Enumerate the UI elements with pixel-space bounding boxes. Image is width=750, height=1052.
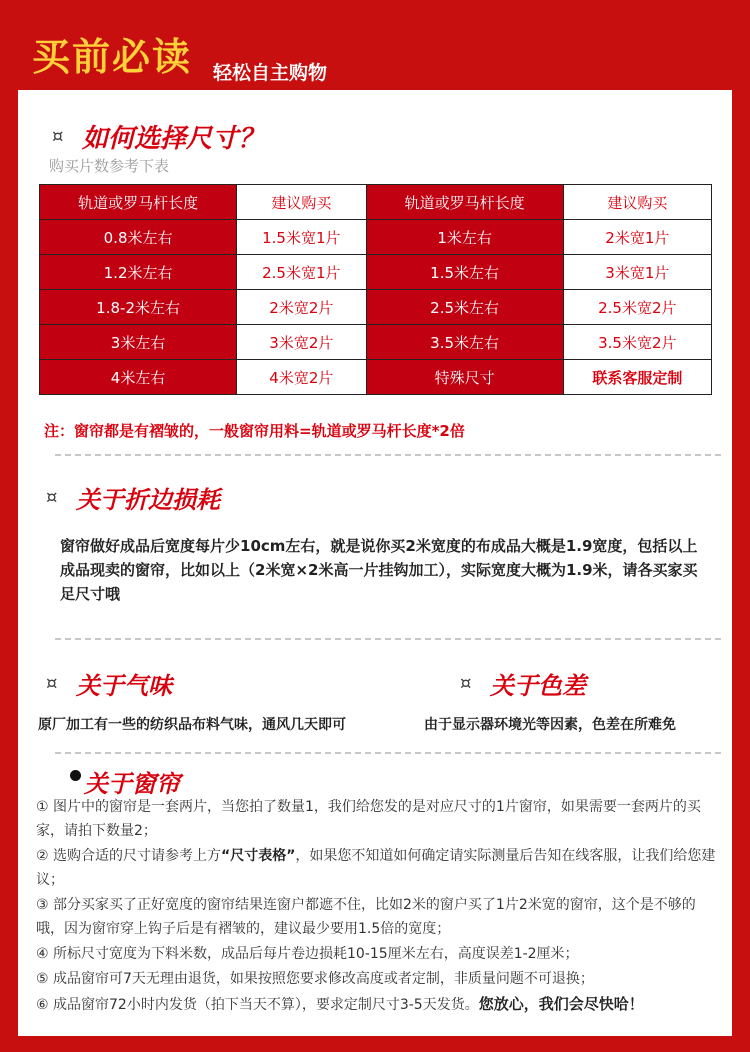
table-cell: 0.8米左右 — [40, 220, 237, 255]
item-text: 选购合适的尺寸请参考上方 — [53, 848, 222, 864]
divider — [55, 638, 721, 640]
item-number: ③ — [36, 897, 49, 913]
table-cell: 1米左右 — [366, 220, 563, 255]
header-banner — [0, 0, 750, 90]
table-cell: 1.5米左右 — [366, 255, 563, 290]
table-header-cell: 轨道或罗马杆长度 — [40, 185, 237, 220]
table-cell: 1.2米左右 — [40, 255, 237, 290]
content-card — [18, 90, 732, 1036]
color-section-heading — [460, 666, 586, 701]
table-cell: 4米左右 — [40, 360, 237, 395]
smell-section-text: 原厂加工有一些的纺织品布料气味，通风几天即可 — [38, 717, 346, 733]
table-cell: 联系客服定制 — [563, 360, 711, 395]
table-row — [40, 325, 712, 360]
size-section-heading — [52, 118, 264, 155]
item-emphasis: “尺寸表格” — [221, 848, 296, 864]
page-subtitle: 轻松自主购物 — [213, 62, 328, 84]
divider — [55, 454, 721, 456]
size-table — [39, 184, 712, 395]
item-text: 成品窗帘72小时内发货（拍下当天不算），要求定制尺寸3-5天发货。 — [53, 997, 479, 1013]
table-cell: 2.5米宽1片 — [237, 255, 366, 290]
list-item — [36, 893, 720, 941]
list-item — [36, 992, 720, 1017]
table-header-cell: 轨道或罗马杆长度 — [366, 185, 563, 220]
size-note: 购买片数参考下表 — [49, 157, 170, 175]
table-cell: 1.8-2米左右 — [40, 290, 237, 325]
color-section-title: 关于色差 — [490, 672, 586, 700]
table-row — [40, 290, 712, 325]
table-row — [40, 220, 712, 255]
item-text: 所标尺寸宽度为下料米数，成品后每片卷边损耗10-15厘米左右，高度误差1-2厘米； — [53, 946, 579, 962]
table-row — [40, 255, 712, 290]
item-number: ⑤ — [36, 971, 49, 987]
table-cell: 2.5米宽2片 — [563, 290, 711, 325]
table-cell: 3.5米宽2片 — [563, 325, 711, 360]
color-section-text: 由于显示器环境光等因素，色差在所难免 — [424, 717, 676, 733]
table-cell: 2米宽1片 — [563, 220, 711, 255]
smell-section-heading — [46, 666, 172, 701]
table-cell: 2.5米左右 — [366, 290, 563, 325]
item-text: 成品窗帘可7天无理由退货，如果按照您要求修改高度或者定制，非质量问题不可退换； — [53, 971, 594, 987]
table-header-row — [40, 185, 712, 220]
list-item — [36, 795, 720, 843]
fold-section-title: 关于折边损耗 — [76, 486, 220, 514]
list-item — [36, 942, 720, 966]
item-text: 图片中的窗帘是一套两片，当您拍了数量1，我们给您发的是对应尺寸的1片窗帘，如果需要一套两片的买家，请拍下数量2； — [36, 799, 701, 839]
curtain-section-heading — [84, 764, 180, 799]
item-number: ⑥ — [36, 997, 49, 1013]
list-item — [36, 967, 720, 991]
item-number: ④ — [36, 946, 49, 962]
size-section-title: 如何选择尺寸？ — [82, 124, 265, 154]
bullet-icon — [70, 770, 81, 781]
curtain-fold-warning: 注：窗帘都是有褶皱的，一般窗帘用料=轨道或罗马杆长度*2倍 — [44, 422, 465, 440]
smell-section-title: 关于气味 — [76, 672, 172, 700]
page-title: 买前必读 — [32, 35, 193, 79]
list-item — [36, 844, 720, 892]
table-cell: 4米宽2片 — [237, 360, 366, 395]
table-cell: 3米宽2片 — [237, 325, 366, 360]
table-cell: 3米左右 — [40, 325, 237, 360]
table-cell: 特殊尺寸 — [366, 360, 563, 395]
divider — [55, 752, 721, 754]
table-cell: 3米宽1片 — [563, 255, 711, 290]
table-cell: 2米宽2片 — [237, 290, 366, 325]
curtain-notes-list — [36, 795, 720, 1018]
table-row — [40, 360, 712, 395]
table-cell: 1.5米宽1片 — [237, 220, 366, 255]
table-cell: 3.5米左右 — [366, 325, 563, 360]
item-number: ② — [36, 848, 49, 864]
currency-sign-icon: ¤ — [46, 487, 58, 508]
item-number: ① — [36, 799, 49, 815]
table-header-cell: 建议购买 — [563, 185, 711, 220]
item-emphasis: 您放心，我们会尽快哈！ — [478, 995, 644, 1013]
currency-sign-icon: ¤ — [46, 673, 58, 694]
item-text: ，如果您不知道如何确定请实际测量后告知在线客服，让我们给您建议； — [36, 848, 716, 888]
curtain-section-title: 关于窗帘 — [84, 770, 180, 798]
currency-sign-icon: ¤ — [460, 673, 472, 694]
fold-section-text: 窗帘做好成品后宽度每片少10cm左右，就是说你买2米宽度的布成品大概是1.9宽度，包括以上成品现卖的窗帘，比如以上（2米宽×2米高一片挂钩加工），实际宽度大概为1.9米，请各买家买足尺寸哦 — [60, 537, 698, 603]
table-header-cell: 建议购买 — [237, 185, 366, 220]
currency-sign-icon: ¤ — [52, 126, 64, 147]
item-text: 部分买家买了正好宽度的窗帘结果连窗户都遮不住，比如2米的窗户买了1片2米宽的窗帘，这个是不够的哦，因为窗帘穿上钩子后是有褶皱的，建议最少要用1.5倍的宽度； — [36, 897, 696, 937]
fold-section-heading — [46, 480, 220, 515]
